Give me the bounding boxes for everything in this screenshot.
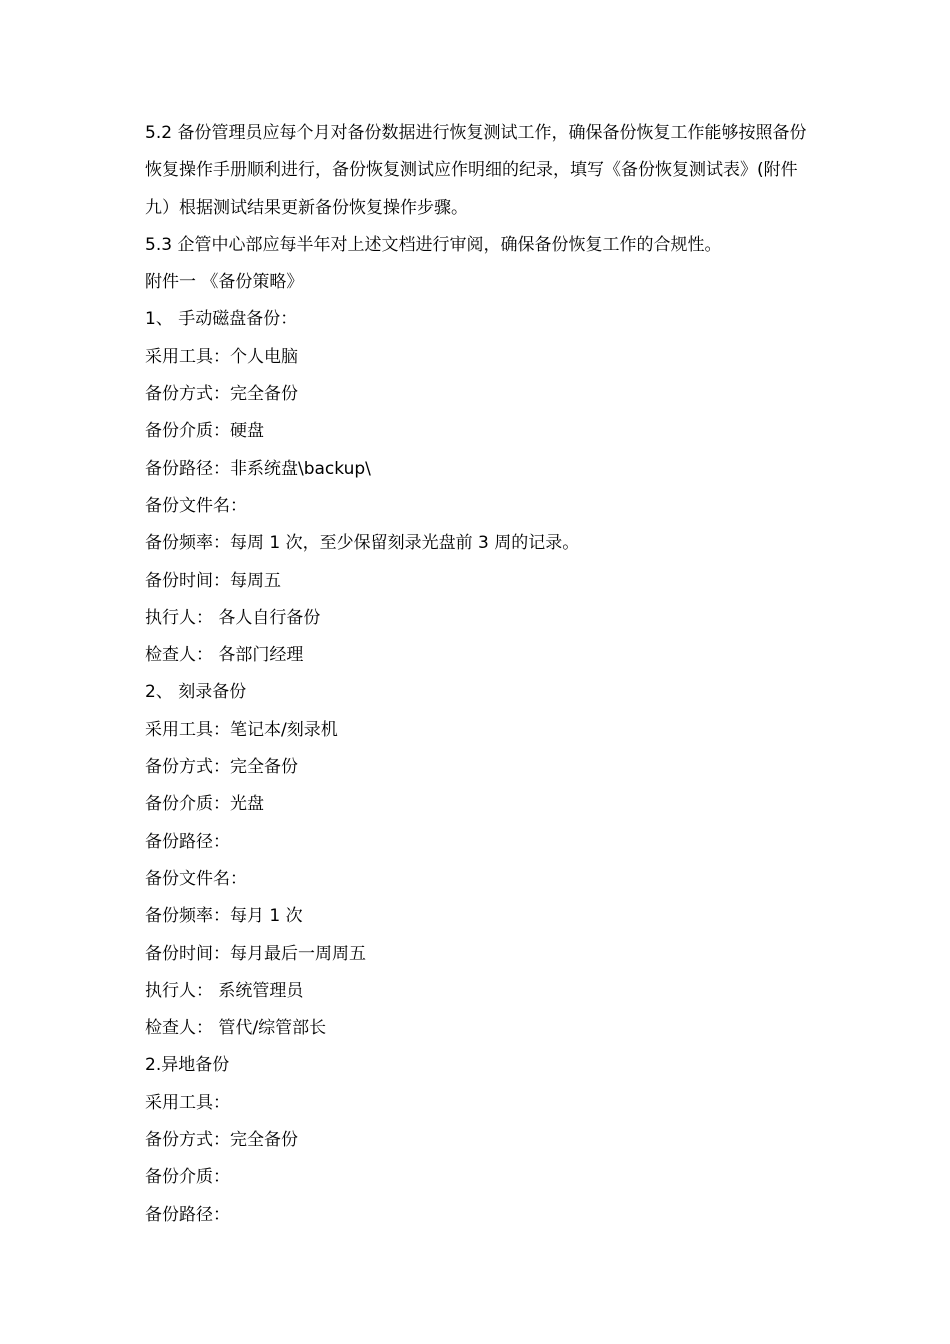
field-filename: 备份文件名： <box>145 868 247 889</box>
field-executor: 执行人： 各人自行备份 <box>145 607 321 628</box>
field-method: 备份方式：完全备份 <box>145 757 298 778</box>
appendix-title: 附件一 《备份策略》 <box>145 272 304 293</box>
section-offsite-backup <box>145 1047 810 1233</box>
field-time: 备份时间：每月最后一周周五 <box>145 943 366 964</box>
field-media: 备份介质：硬盘 <box>145 421 264 442</box>
field-checker: 检查人： 各部门经理 <box>145 645 304 666</box>
field-tool: 采用工具： <box>145 1092 230 1113</box>
section-burn-backup <box>145 674 810 1047</box>
field-filename: 备份文件名： <box>145 495 247 516</box>
field-method: 备份方式：完全备份 <box>145 1130 298 1151</box>
field-media: 备份介质： <box>145 1167 230 1188</box>
field-media: 备份介质：光盘 <box>145 794 264 815</box>
field-time: 备份时间：每周五 <box>145 570 281 591</box>
field-method: 备份方式：完全备份 <box>145 384 298 405</box>
section-manual-disk-backup <box>145 301 810 674</box>
paragraph-5-3: 5.3 企管中心部应每半年对上述文档进行审阅，确保备份恢复工作的合规性。 <box>145 234 722 255</box>
section-heading: 1、 手动磁盘备份： <box>145 309 298 330</box>
field-checker: 检查人： 管代/综管部长 <box>145 1018 327 1039</box>
section-heading: 2、 刻录备份 <box>145 682 247 703</box>
section-heading: 2.异地备份 <box>145 1055 230 1076</box>
field-frequency: 备份频率：每月 1 次 <box>145 906 303 927</box>
document-body <box>145 115 810 1234</box>
field-tool: 采用工具：个人电脑 <box>145 346 298 367</box>
field-path: 备份路径： <box>145 831 230 852</box>
field-tool: 采用工具：笔记本/刻录机 <box>145 719 338 740</box>
field-frequency: 备份频率：每周 1 次，至少保留刻录光盘前 3 周的记录。 <box>145 533 580 554</box>
field-path: 备份路径： <box>145 1204 230 1225</box>
paragraph-5-2: 5.2 备份管理员应每个月对备份数据进行恢复测试工作，确保备份恢复工作能够按照备份恢复操作手册顺利进行，备份恢复测试应作明细的纪录，填写《备份恢复测试表》(附件九）根据测试结果更新备份恢复操作步骤。 <box>145 123 807 218</box>
field-path: 备份路径：非系统盘\backup\ <box>145 458 371 479</box>
field-executor: 执行人： 系统管理员 <box>145 980 304 1001</box>
